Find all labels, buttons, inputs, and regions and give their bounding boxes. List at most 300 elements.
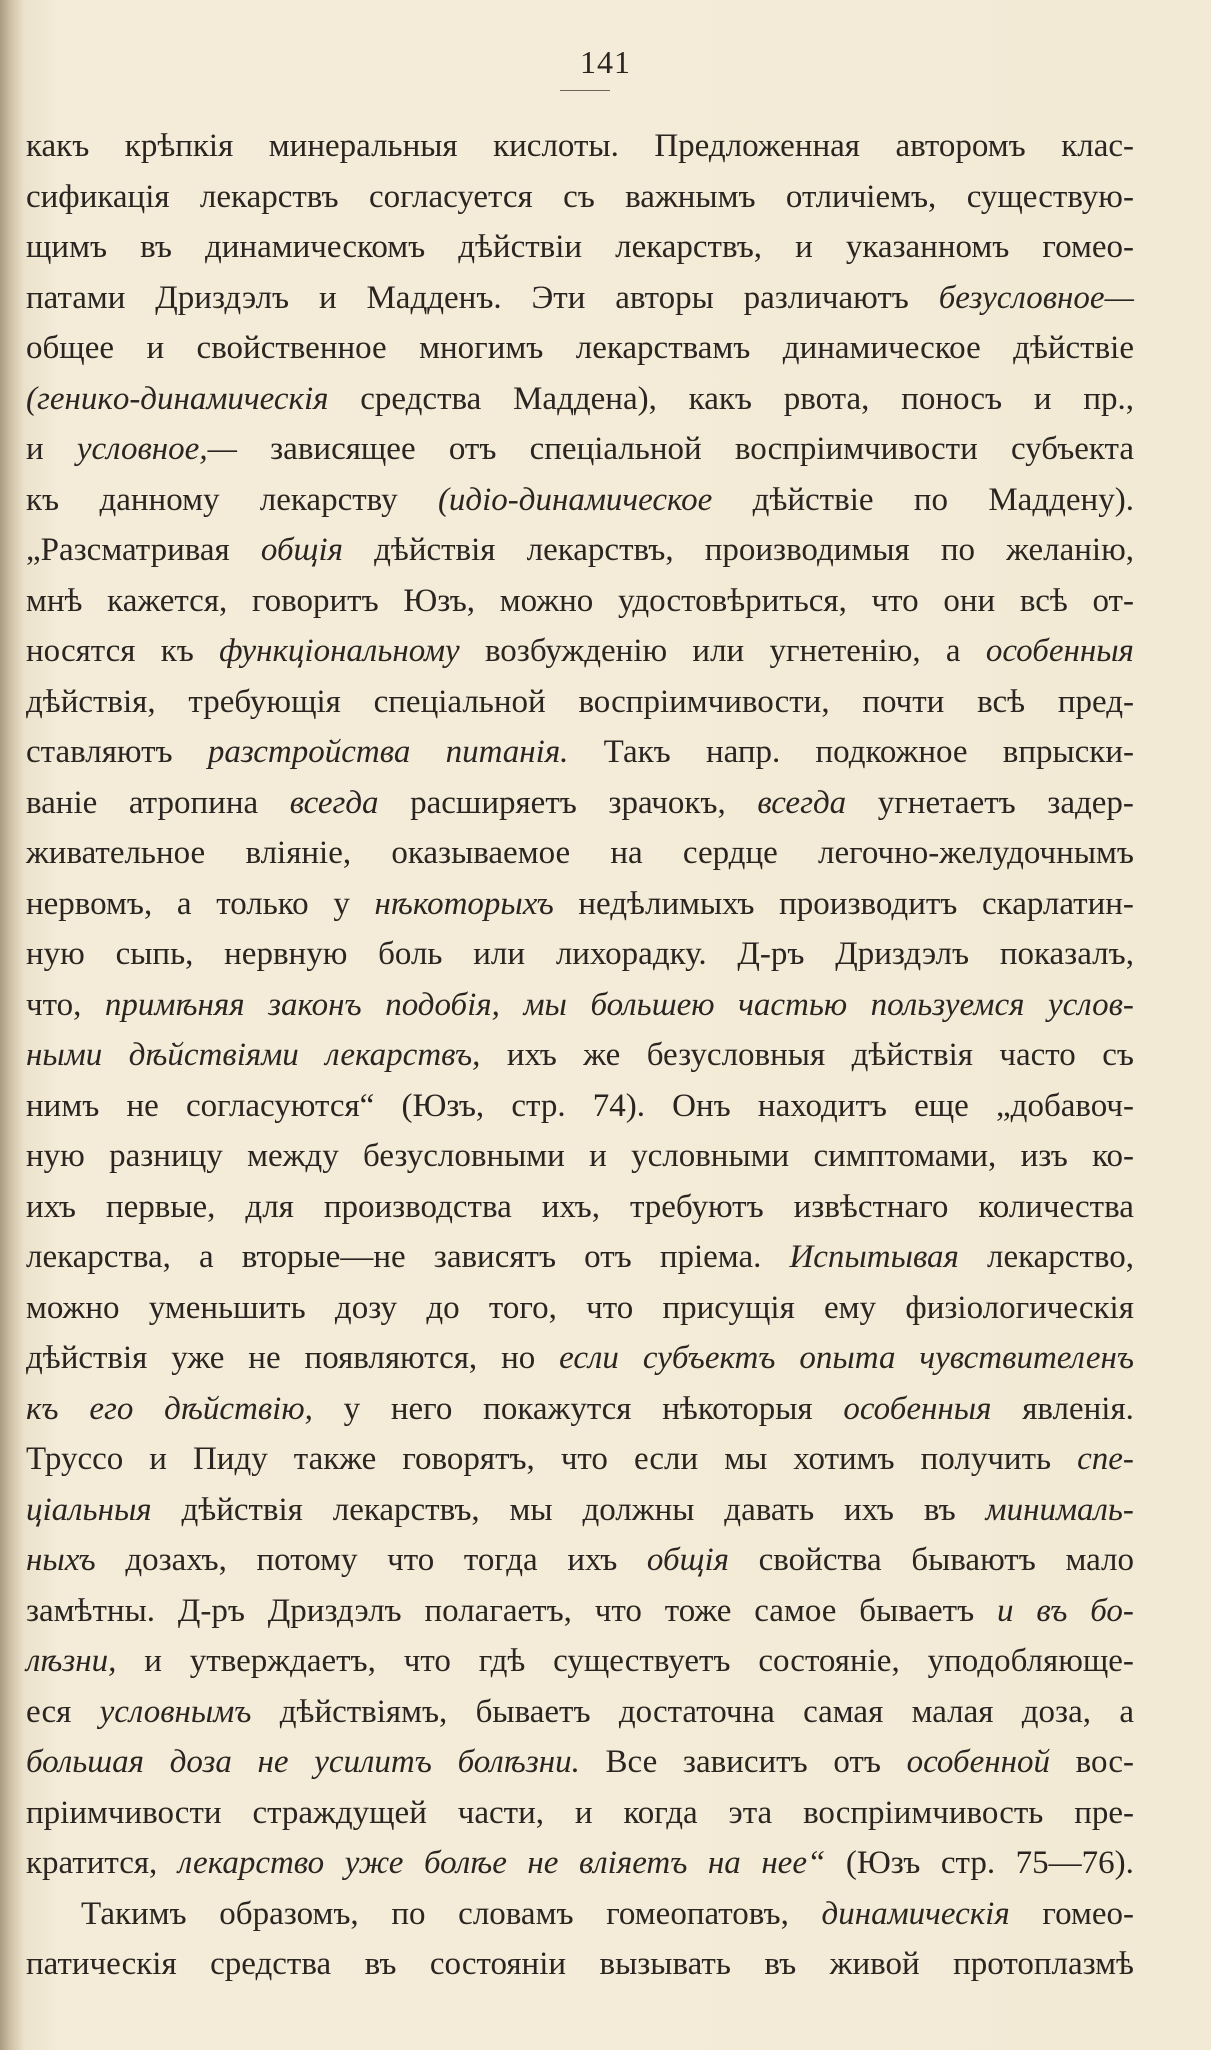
word: воспріимчивости (734, 431, 978, 467)
word: у (333, 885, 350, 922)
text-line (26, 1189, 1134, 1240)
text-line (26, 936, 1134, 987)
word: физiологическія (905, 1289, 1134, 1326)
text-line (26, 1492, 1134, 1543)
word: и (1033, 380, 1052, 417)
word: ко- (1092, 1138, 1134, 1174)
word: въ (923, 1491, 956, 1528)
word: лихорадку. (555, 936, 707, 972)
italic-word: функціональному (219, 633, 460, 669)
word: минеральныя (268, 128, 458, 164)
text-line (26, 431, 1134, 482)
word: Все (605, 1744, 658, 1780)
word: появляются, (304, 1340, 478, 1376)
word: стр. (940, 1845, 996, 1881)
word: различаютъ (743, 279, 909, 316)
word: авторы (615, 279, 714, 316)
text-line (26, 128, 1134, 179)
word: мы (509, 1491, 553, 1528)
word: угнетенію, (769, 633, 921, 669)
text-line (26, 1138, 1134, 1189)
word: съ (1102, 1037, 1134, 1073)
word: нѣкоторыя (662, 1390, 813, 1427)
italic-word: не (257, 1744, 289, 1780)
word: ихъ, (541, 1188, 600, 1225)
word: не (248, 1340, 281, 1376)
word: живой (829, 1946, 920, 1982)
word: зависящее (270, 431, 416, 467)
word: потому (256, 1542, 358, 1578)
word: отличіемъ, (785, 178, 937, 215)
italic-word: бо- (1090, 1592, 1134, 1629)
word: скарлатин- (982, 885, 1134, 922)
word: важнымъ (625, 178, 756, 215)
word: стр. (511, 1087, 566, 1124)
page-number-rule (560, 90, 610, 91)
word: сыпь, (115, 936, 194, 972)
text-line (26, 886, 1134, 937)
word: (Юзъ (845, 1845, 921, 1881)
word: требующія (188, 683, 341, 720)
word: спеціальной (373, 683, 546, 720)
italic-word: опыта (799, 1340, 896, 1376)
word: угнетаетъ (877, 784, 1016, 821)
text-line (26, 1896, 1134, 1947)
italic-word: ными (26, 1037, 103, 1073)
word: что (586, 1289, 634, 1326)
word: напр. (705, 734, 781, 770)
word: бываетъ (475, 1693, 591, 1730)
word: образомъ, (219, 1895, 359, 1932)
word: часто (999, 1037, 1076, 1073)
word: какъ (26, 128, 90, 164)
word: свойственное (196, 330, 387, 366)
word: Д-ръ (737, 936, 805, 972)
word: изъ (1020, 1138, 1068, 1174)
word: что (594, 1592, 642, 1629)
italic-word: ныхъ (26, 1542, 96, 1578)
word: зависятъ (433, 1239, 557, 1275)
word: должны (582, 1491, 695, 1528)
word: ваніе (26, 784, 98, 821)
italic-word: пользуемся (870, 986, 1025, 1023)
text-line (26, 1037, 1134, 1088)
italic-word: подобія, (385, 986, 500, 1023)
word: динамическое (782, 330, 981, 366)
word: легочно-желудочнымъ (818, 835, 1134, 871)
word: от- (1092, 582, 1134, 619)
word: замѣтны. (26, 1592, 155, 1629)
word: лекарствъ, (615, 229, 763, 265)
italic-word: большею (590, 986, 715, 1023)
word: впрыски- (1002, 734, 1134, 770)
italic-word: дѣйствію, (164, 1390, 313, 1427)
word: отъ (584, 1239, 632, 1275)
italic-word: мы (523, 986, 567, 1023)
word: нервную (224, 936, 348, 972)
word: утверждаетъ, (189, 1643, 376, 1679)
word: мнѣ (26, 582, 83, 619)
word: пріема. (659, 1239, 762, 1275)
word: авторомъ (895, 128, 1026, 164)
word: извѣстнаго (793, 1188, 949, 1225)
word: лекарствамъ (575, 330, 751, 366)
word: говорятъ, (402, 1441, 535, 1477)
page-number: 141 (580, 44, 631, 80)
word: говоритъ (251, 582, 379, 619)
text-line (26, 1441, 1134, 1492)
word: живательное (26, 835, 206, 871)
word: согласуются“ (185, 1087, 375, 1124)
word: оказываемое (391, 835, 571, 871)
word: Дриздэлъ (835, 936, 970, 972)
italic-word: общія (646, 1542, 730, 1578)
word: для (245, 1188, 294, 1225)
word: что (560, 1441, 608, 1477)
word: воспріимчивости, (578, 683, 830, 720)
word: дѣйствія (26, 1340, 148, 1376)
word: мы (724, 1441, 768, 1477)
word: 74). (592, 1087, 645, 1124)
word: или (692, 633, 745, 669)
word: по (391, 1895, 426, 1932)
italic-word: общія (260, 532, 343, 568)
italic-word: (геникo-динамическія (26, 380, 329, 417)
word: дѣйствіи (458, 229, 583, 265)
word: количества (978, 1188, 1134, 1225)
word: задер- (1047, 784, 1134, 821)
word: уподобляюще- (927, 1643, 1134, 1679)
text-line (26, 1694, 1134, 1745)
word: (Юзъ, (401, 1087, 485, 1124)
word: отъ (833, 1744, 881, 1780)
italic-word: минималь- (985, 1491, 1134, 1528)
word: зрачокъ, (608, 784, 726, 821)
text-line (26, 1946, 1134, 1997)
italic-word: если (559, 1340, 619, 1376)
word: Дриздэлъ (155, 279, 290, 316)
word: ную (26, 1138, 85, 1174)
text-line (26, 229, 1134, 280)
word: дѣйствіямъ, (279, 1693, 448, 1730)
italic-word: усилитъ (314, 1744, 432, 1780)
word: же (583, 1037, 621, 1073)
word: состояніе, (758, 1643, 900, 1679)
word: Юзъ, (403, 582, 476, 619)
word: страждущей (252, 1794, 427, 1831)
word: въ (140, 229, 172, 265)
text-line (26, 1239, 1134, 1290)
word: вос- (1075, 1744, 1134, 1780)
text-line (26, 633, 1134, 684)
word: лекарство, (987, 1239, 1134, 1275)
word: безусловныя (646, 1037, 826, 1073)
word: возбужденію (484, 633, 668, 669)
word: недѣлимыхъ (578, 885, 755, 922)
italic-word: особенной (906, 1744, 1050, 1780)
word: и (146, 330, 165, 366)
italic-word: разстройства (207, 734, 411, 770)
word: отъ (448, 431, 497, 467)
word: а (1119, 1693, 1134, 1730)
italic-word: дѣйствіями (128, 1037, 299, 1073)
word: нервомъ, (26, 885, 153, 922)
body-text (26, 128, 1134, 1997)
word: кислоты. (493, 128, 619, 164)
italic-word: всегда (289, 784, 379, 821)
word: а (945, 633, 961, 669)
word: дѣйствіе (1013, 330, 1134, 366)
word: всѣ (1019, 582, 1068, 619)
word: дѣйствія, (26, 683, 156, 720)
text-line (26, 1088, 1134, 1139)
word: ставляютъ (26, 734, 173, 770)
word: находитъ (757, 1087, 887, 1124)
word: присущія (662, 1289, 795, 1326)
word: свойства (758, 1542, 882, 1578)
word: что (387, 1542, 435, 1578)
word: воспріимчивость (803, 1794, 1044, 1831)
word: сердце (682, 835, 778, 871)
word: что (403, 1643, 451, 1679)
italic-word: динамическія (821, 1895, 1010, 1932)
word: если (633, 1441, 699, 1477)
word: атропина (128, 784, 259, 821)
word: до (426, 1289, 460, 1326)
word: условными (631, 1138, 790, 1174)
word: но (501, 1340, 536, 1376)
italic-word: лекарствъ, (325, 1037, 481, 1073)
word: нимъ (26, 1087, 100, 1124)
text-line (26, 1795, 1134, 1846)
word: общее (26, 330, 114, 366)
word: первые, (105, 1188, 216, 1225)
word: между (247, 1138, 339, 1174)
italic-word: его (89, 1390, 134, 1427)
word: съ (563, 178, 595, 215)
word: гомеопатовъ, (606, 1895, 789, 1932)
word: въ (364, 1946, 397, 1982)
word: дозахъ, (125, 1542, 227, 1578)
word: и (795, 229, 813, 265)
italic-word: въ (1036, 1592, 1068, 1629)
italic-word: питанія. (445, 734, 569, 770)
word: расширяетъ (410, 784, 577, 821)
italic-word: болѣе (423, 1845, 507, 1881)
word: боль (378, 936, 443, 972)
word: желанію, (1006, 532, 1134, 568)
word: средства (210, 1946, 332, 1982)
word: когда (623, 1794, 698, 1831)
word: зависитъ (682, 1744, 808, 1780)
word: удостовѣриться, (617, 582, 847, 619)
word: лекарству (259, 481, 398, 518)
word: бываютъ (911, 1542, 1036, 1578)
word: сификація (26, 178, 170, 215)
italic-word: болѣзни. (457, 1744, 580, 1780)
word: спеціальной (529, 431, 702, 467)
word: Такимъ (81, 1895, 187, 1932)
word: ихъ (844, 1491, 894, 1528)
word: лекарствъ (199, 178, 339, 215)
word: дѣйствіе (752, 481, 874, 518)
word: на (610, 835, 643, 871)
word: по (940, 532, 975, 568)
italic-word: къ (26, 1390, 59, 1427)
italic-word: законъ (268, 986, 362, 1023)
word: и (144, 1643, 162, 1679)
word: только (216, 885, 309, 922)
word: и (318, 279, 337, 316)
word: словамъ (458, 1895, 574, 1932)
text-line (26, 330, 1134, 381)
italic-word: нѣкоторыхъ (374, 885, 554, 922)
text-line (26, 583, 1134, 634)
word: дѣйствія (374, 532, 496, 568)
word: показалъ, (999, 936, 1134, 972)
italic-word: особенныя (985, 633, 1134, 669)
word: малая (911, 1693, 994, 1730)
word: Маддена), (513, 380, 657, 417)
italic-word: спе- (1077, 1441, 1134, 1477)
word: гомео- (1042, 1895, 1134, 1932)
word: производства (323, 1188, 512, 1225)
italic-word: (идіо-динамическое (437, 481, 713, 518)
word: еще (914, 1087, 969, 1124)
word: пре- (1074, 1794, 1134, 1831)
word: Такъ (603, 734, 671, 770)
italic-word: условное,— (76, 431, 237, 467)
italic-word: уже (344, 1845, 404, 1881)
word: Пиду (192, 1441, 268, 1477)
text-line (26, 1290, 1134, 1341)
word: уже (171, 1340, 225, 1376)
word: пред- (1057, 683, 1134, 720)
word: патическія (26, 1946, 177, 1982)
word: и (574, 1794, 593, 1831)
word: разницу (109, 1138, 223, 1174)
word: Онъ (672, 1087, 731, 1124)
text-line (26, 835, 1134, 886)
word: него (390, 1390, 453, 1427)
word: лекарствъ, (332, 1491, 480, 1528)
italic-word: не (527, 1845, 559, 1881)
word: протоплазмѣ (953, 1946, 1134, 1982)
word: къ (26, 481, 60, 518)
word: субъекта (1010, 431, 1134, 467)
word: по (913, 481, 949, 518)
word: щимъ (26, 229, 108, 265)
text-line (26, 1744, 1134, 1795)
word: пріимчивости (26, 1794, 222, 1831)
word: что (871, 582, 919, 619)
word: доза, (1021, 1693, 1091, 1730)
word: кажется, (107, 582, 228, 619)
italic-word: безусловное— (938, 279, 1134, 316)
word: всѣ (977, 683, 1026, 720)
word: производитъ (779, 885, 958, 922)
word: существуетъ (553, 1643, 731, 1679)
word: Предложенная (654, 128, 860, 164)
word: а (199, 1239, 214, 1275)
word: данному (99, 481, 220, 518)
word: хотимъ (793, 1441, 895, 1477)
word: Эти (531, 279, 586, 316)
word: къ (160, 633, 194, 669)
word: также (293, 1441, 377, 1477)
italic-word: частью (738, 986, 848, 1023)
text-line (26, 1643, 1134, 1694)
word: не (126, 1087, 159, 1124)
word: бываетъ (859, 1592, 975, 1629)
text-line (26, 1542, 1134, 1593)
word: согласуется (368, 178, 533, 215)
word: они (943, 582, 996, 619)
word: многимъ (419, 330, 544, 366)
word: ихъ (506, 1037, 557, 1073)
word: эта (728, 1794, 773, 1831)
word: „добавоч- (996, 1087, 1134, 1124)
word: дозу (334, 1289, 398, 1326)
italic-word: примѣняя (104, 986, 245, 1023)
word: ихъ (567, 1542, 618, 1578)
word: а (176, 885, 192, 922)
italic-word: чувствителенъ (919, 1340, 1134, 1376)
word: требуютъ (629, 1188, 764, 1225)
word: можно (499, 582, 594, 619)
word: тогда (463, 1542, 538, 1578)
word: что, (26, 986, 82, 1023)
text-line (26, 532, 1134, 583)
word: самая (803, 1693, 884, 1730)
word: Мадденъ. (366, 279, 502, 316)
word: полагаетъ, (424, 1592, 572, 1629)
word: уменьшить (148, 1289, 306, 1326)
word: можно (26, 1289, 120, 1326)
word: симптомами, (813, 1138, 997, 1174)
word: поносъ (901, 380, 1003, 417)
word: вліяніе, (245, 835, 352, 871)
italic-word: субъектъ (642, 1340, 776, 1376)
word: дѣйствія (851, 1037, 973, 1073)
word: безусловными (363, 1138, 565, 1174)
word: въ (764, 1946, 797, 1982)
word: состояніи (429, 1946, 567, 1982)
word: ихъ (26, 1188, 76, 1225)
text-line (26, 1845, 1134, 1896)
italic-word: большая (26, 1744, 144, 1780)
word: дѣйствія (181, 1491, 303, 1528)
word: подкожное (815, 734, 968, 770)
word: того, (488, 1289, 557, 1326)
text-line (26, 785, 1134, 836)
italic-word: услов- (1048, 986, 1134, 1023)
word: еся (26, 1693, 72, 1730)
text-line (26, 381, 1134, 432)
word: у (343, 1390, 361, 1427)
word: пр., (1083, 380, 1134, 417)
word: и (589, 1138, 607, 1174)
word: рвота, (783, 380, 870, 417)
italic-word: нее“ (761, 1845, 826, 1881)
word: вызывать (599, 1946, 731, 1982)
italic-word: лѣзни, (26, 1643, 117, 1679)
word: 75—76). (1015, 1845, 1134, 1881)
word: вторые—не (241, 1239, 406, 1275)
word: Дриздэлъ (267, 1592, 402, 1629)
word: гомео- (1042, 229, 1134, 265)
word: самое (754, 1592, 837, 1629)
